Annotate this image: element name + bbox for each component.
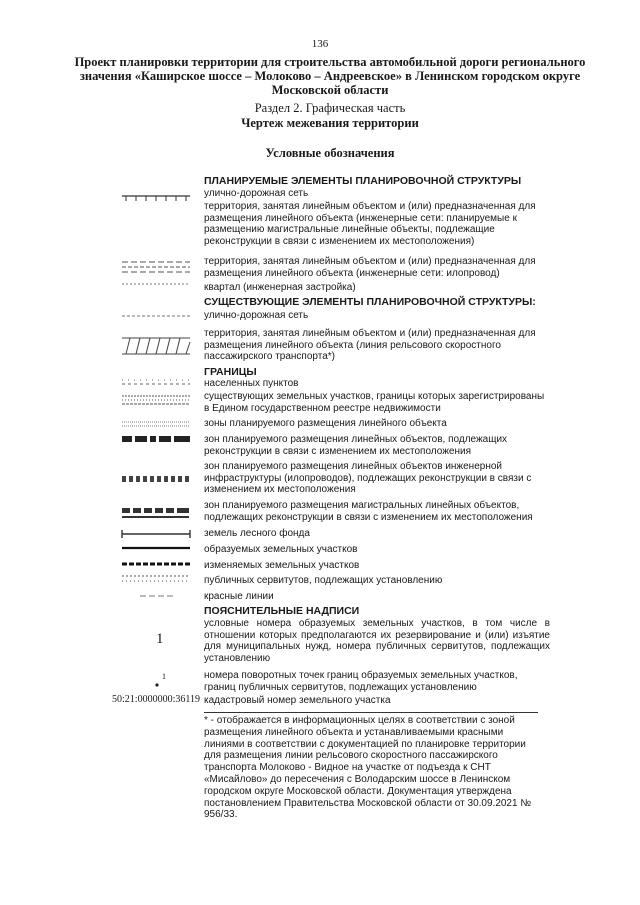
legend-item: зон планируемого размещения линейных объектов, подлежащих реконструкции в связи с изменением их местоположения — [204, 434, 508, 457]
legend-item: населенных пунктов — [204, 378, 299, 389]
legend-symbols — [110, 170, 205, 710]
legend-item: зон планируемого размещения магистральных линейных объектов, подлежащих реконструкции в связи с изменением их местоположения — [204, 500, 533, 523]
legend-item: улично-дорожная сеть — [204, 310, 309, 321]
legend-title: Условные обозначения — [265, 146, 395, 160]
page-number: 136 — [311, 38, 329, 50]
existing-elements-header: СУЩЕСТВУЮЩИЕ ЭЛЕМЕНТЫ ПЛАНИРОВОЧНОЙ СТРУКТУРЫ: — [204, 296, 536, 308]
footnote: * - отображается в информационных целях в соответствии с зоной размещения линейного объекта и устанавливаемыми красными линиями в соответствии с документацией по планировке территории для размещения линии рельсового скоростного пассажирского транспорта Молоково - Видное на участке от подъезда к СНТ «Мисайлово» до пересечения с Володарским шоссе в Ленинском городском округе Московской области. Документация утверждена постановлением Правительства Московской области от 30.09.2021 № 956/33. — [204, 712, 538, 821]
document-title: Проект планировки территории для строительства автомобильной дороги регионального значения «Каширское шоссе – Молоково – Андреевское» в Ленинском городском округе Московской области — [74, 55, 586, 97]
point-marker-icon — [155, 683, 158, 686]
legend-item: территория, занятая линейным объектом и (или) предназначенная для размещения линейного объекта (линия рельсового скоростного пассажирского транспорта*) — [204, 328, 536, 363]
borders-header: ГРАНИЦЫ — [204, 366, 257, 378]
notes-header: ПОЯСНИТЕЛЬНЫЕ НАДПИСИ — [204, 605, 360, 617]
legend-item: квартал (инженерная застройка) — [204, 282, 356, 293]
symbol-forest-lands — [122, 530, 190, 538]
legend-item: образуемых земельных участков — [204, 544, 358, 555]
drawing-title: Чертеж межевания территории — [241, 116, 419, 130]
legend-item: территория, занятая линейным объектом и (или) предназначенная для размещения линейного объекта (инженерные сети: планируемые к размещению магистральные линейные объекты, подлежащие реконструкции в связи с изменением их местоположения) — [204, 201, 536, 247]
symbol-sewer-zones — [122, 476, 189, 482]
symbol-planned-linear-territory — [122, 262, 190, 272]
legend-item: кадастровый номер земельного участка — [204, 695, 391, 706]
symbol-reconstruction-zones — [122, 436, 190, 442]
legend-item: номера поворотных точек границ образуемых земельных участков, границ публичных сервитутов, подлежащих установлению — [204, 670, 518, 693]
symbol-settlements-border — [122, 380, 190, 384]
symbol-existing-rail-territory — [122, 338, 190, 354]
legend-item: улично-дорожная сеть — [204, 188, 309, 199]
legend-item: зоны планируемого размещения линейного объекта — [204, 418, 447, 429]
legend-item: существующих земельных участков, границы которых зарегистрированы в Едином государственном реестре недвижимости — [204, 391, 545, 414]
legend-item: земель лесного фонда — [204, 528, 310, 539]
planned-elements-header: ПЛАНИРУЕМЫЕ ЭЛЕМЕНТЫ ПЛАНИРОВОЧНОЙ СТРУКТУРЫ — [204, 175, 522, 187]
legend-item: изменяемых земельных участков — [204, 560, 360, 571]
symbol-existing-parcels — [122, 396, 190, 404]
legend-item: публичных сервитутов, подлежащих установлению — [204, 575, 443, 586]
symbol-trunk-zones — [122, 508, 189, 518]
sample-cadastral-number: 50:21:0000000:36119 — [112, 694, 200, 705]
section-title: Раздел 2. Графическая часть — [254, 101, 406, 115]
sample-parcel-number: 1 — [156, 631, 164, 647]
legend-item: территория, занятая линейным объектом и (или) предназначенная для размещения линейного объекта (инженерные сети: илопровод) — [204, 256, 536, 279]
legend-item: зон планируемого размещения линейных объектов инженерной инфраструктуры (илопроводов), подлежащих реконструкции в связи с изменением их местоположения — [204, 461, 532, 496]
legend-item: красные линии — [204, 591, 274, 602]
symbol-public-servitudes — [122, 576, 190, 581]
symbol-planned-street-network — [122, 196, 190, 201]
symbol-planned-zone — [122, 422, 190, 426]
sample-point-number: 1 — [162, 672, 166, 681]
legend-item: условные номера образуемых земельных участков, в том числе в отношении которых предполагаются их резервирование и (или) изъятие для муниципальных нужд, номера публичных сервитутов, подлежащих установлению — [204, 618, 550, 664]
